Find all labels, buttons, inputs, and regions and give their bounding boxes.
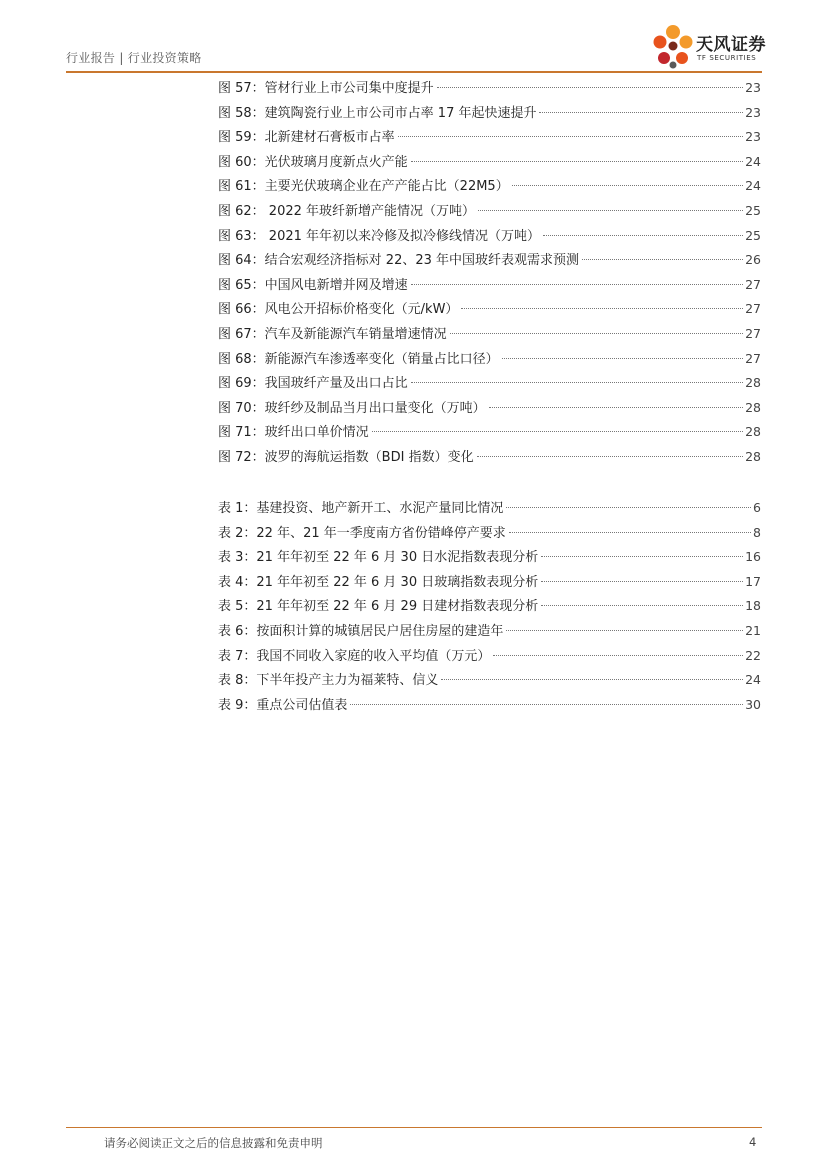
table-entry-label: 表 8：下半年投产主力为福莱特、信义 [218,673,439,689]
figure-entry-label: 图 70：玻纤纱及制品当月出口量变化（万吨） [218,400,486,416]
dot-leader [411,382,743,383]
table-entry-page-number: 22 [745,647,761,663]
figure-entry-page-number: 23 [745,104,761,120]
dot-leader [543,235,743,236]
figure-entry-page-number: 27 [745,350,761,366]
figure-entry[interactable] [218,150,761,175]
dot-leader [477,456,744,457]
table-entry-label: 表 7：我国不同收入家庭的收入平均值（万元） [218,648,491,664]
table-entry-label: 表 9：重点公司估值表 [218,697,348,713]
figure-entry-label: 图 68：新能源汽车渗透率变化（销量占比口径） [218,351,499,367]
figure-entry-page-number: 23 [745,80,761,95]
table-entry[interactable] [218,545,761,570]
figure-entry-label: 图 72：波罗的海航运指数（BDI 指数）变化 [218,449,474,465]
table-entry-label: 表 4：21 年年初至 22 年 6 月 30 日玻璃指数表现分析 [218,574,539,590]
table-entry-page-number: 30 [745,696,761,712]
dot-leader [512,185,743,186]
figure-entry-page-number: 27 [745,301,761,317]
table-entry[interactable] [218,644,761,669]
dot-leader [372,431,743,432]
table-entry[interactable] [218,693,761,718]
figure-entry[interactable] [218,76,761,101]
figure-entry-page-number: 25 [745,202,761,218]
figure-entry-label: 图 65：中国风电新增并网及增速 [218,277,408,293]
figure-entry-page-number: 28 [745,448,761,464]
table-entry-label: 表 6：按面积计算的城镇居民户居住房屋的建造年 [218,623,504,639]
table-list [218,496,761,717]
table-entry[interactable] [218,668,761,693]
dot-leader [502,358,743,359]
figure-entry[interactable] [218,396,761,421]
figure-entry-label: 图 67：汽车及新能源汽车销量增速情况 [218,326,447,342]
figure-entry[interactable] [218,101,761,126]
figure-entry-page-number: 24 [745,178,761,194]
figure-entry-page-number: 23 [745,129,761,145]
table-entry-page-number: 24 [745,672,761,688]
figure-entry[interactable] [218,248,761,273]
figure-entry-label: 图 71：玻纤出口单价情况 [218,425,369,441]
dot-leader [450,333,743,334]
company-logo [650,22,766,70]
dot-leader [398,136,743,137]
footer-disclaimer: 请务必阅读正文之后的信息披露和免责申明 [104,1136,323,1150]
figure-entry-page-number: 28 [745,424,761,440]
figure-entry[interactable] [218,371,761,396]
dot-leader [582,259,743,260]
logo-english-name: TF SECURITIES [697,54,757,62]
table-entry[interactable] [218,594,761,619]
figure-entry-label: 图 57：管材行业上市公司集中度提升 [218,81,434,96]
figure-entry-label: 图 62： 2022 年玻纤新增产能情况（万吨） [218,203,476,219]
figure-entry[interactable] [218,199,761,224]
dot-leader [461,308,743,309]
table-entry[interactable] [218,496,761,521]
table-entry[interactable] [218,619,761,644]
figure-entry[interactable] [218,297,761,322]
figure-entry-page-number: 24 [745,153,761,169]
footer-divider [66,1127,762,1128]
figure-entry-label: 图 69：我国玻纤产量及出口占比 [218,376,408,392]
figure-entry[interactable] [218,445,761,470]
table-entry-label: 表 5：21 年年初至 22 年 6 月 29 日建材指数表现分析 [218,599,539,615]
dot-leader [509,532,751,533]
dot-leader [541,556,743,557]
table-entry-page-number: 21 [745,622,761,638]
figure-entry-label: 图 58：建筑陶瓷行业上市公司市占率 17 年起快速提升 [218,105,537,121]
figure-entry-label: 图 59：北新建材石膏板市占率 [218,130,395,146]
table-entry-page-number: 6 [753,500,761,515]
dot-leader [411,161,743,162]
header-divider [66,71,762,73]
dot-leader [506,630,743,631]
table-entry[interactable] [218,570,761,595]
table-entry-page-number: 16 [745,549,761,565]
figure-entry[interactable] [218,125,761,150]
dot-leader [506,507,751,508]
figure-entry-label: 图 63： 2021 年年初以来冷修及拟冷修线情况（万吨） [218,228,541,244]
dot-leader [541,605,743,606]
table-entry-page-number: 8 [753,524,761,540]
dot-leader [437,87,743,88]
dot-leader [489,407,743,408]
figure-entry-page-number: 28 [745,399,761,415]
figure-entry[interactable] [218,174,761,199]
dot-leader [478,210,743,211]
table-entry-label: 表 1：基建投资、地产新开工、水泥产量同比情况 [218,501,504,516]
header-breadcrumb: 行业报告 | 行业投资策略 [66,51,202,65]
figure-entry-label: 图 66：风电公开招标价格变化（元/kW） [218,302,459,318]
dot-leader [441,679,743,680]
dot-leader [541,581,743,582]
figure-entry-page-number: 28 [745,375,761,391]
figure-entry[interactable] [218,273,761,298]
figure-entry[interactable] [218,224,761,249]
figure-entry-page-number: 25 [745,227,761,243]
footer-page-number: 4 [749,1135,757,1149]
logo-name: 天风证券 [696,35,766,55]
table-entry-page-number: 17 [745,573,761,589]
flower-logo-icon [650,22,696,70]
figure-entry-page-number: 27 [745,276,761,292]
figure-entry[interactable] [218,347,761,372]
figure-entry-page-number: 27 [745,325,761,341]
table-entry-label: 表 3：21 年年初至 22 年 6 月 30 日水泥指数表现分析 [218,550,539,566]
figure-entry-label: 图 64：结合宏观经济指标对 22、23 年中国玻纤表观需求预测 [218,253,580,269]
figure-entry-label: 图 61：主要光伏玻璃企业在产产能占比（22M5） [218,179,509,195]
table-entry-page-number: 18 [745,598,761,614]
figure-entry-label: 图 60：光伏玻璃月度新点火产能 [218,154,408,170]
dot-leader [411,284,743,285]
figure-entry-page-number: 26 [745,252,761,268]
table-entry[interactable] [218,521,761,546]
figure-list [218,76,761,470]
table-entry-label: 表 2：22 年、21 年一季度南方省份错峰停产要求 [218,525,506,541]
dot-leader [350,704,743,705]
dot-leader [539,112,743,113]
dot-leader [493,655,743,656]
figure-entry[interactable] [218,420,761,445]
figure-entry[interactable] [218,322,761,347]
